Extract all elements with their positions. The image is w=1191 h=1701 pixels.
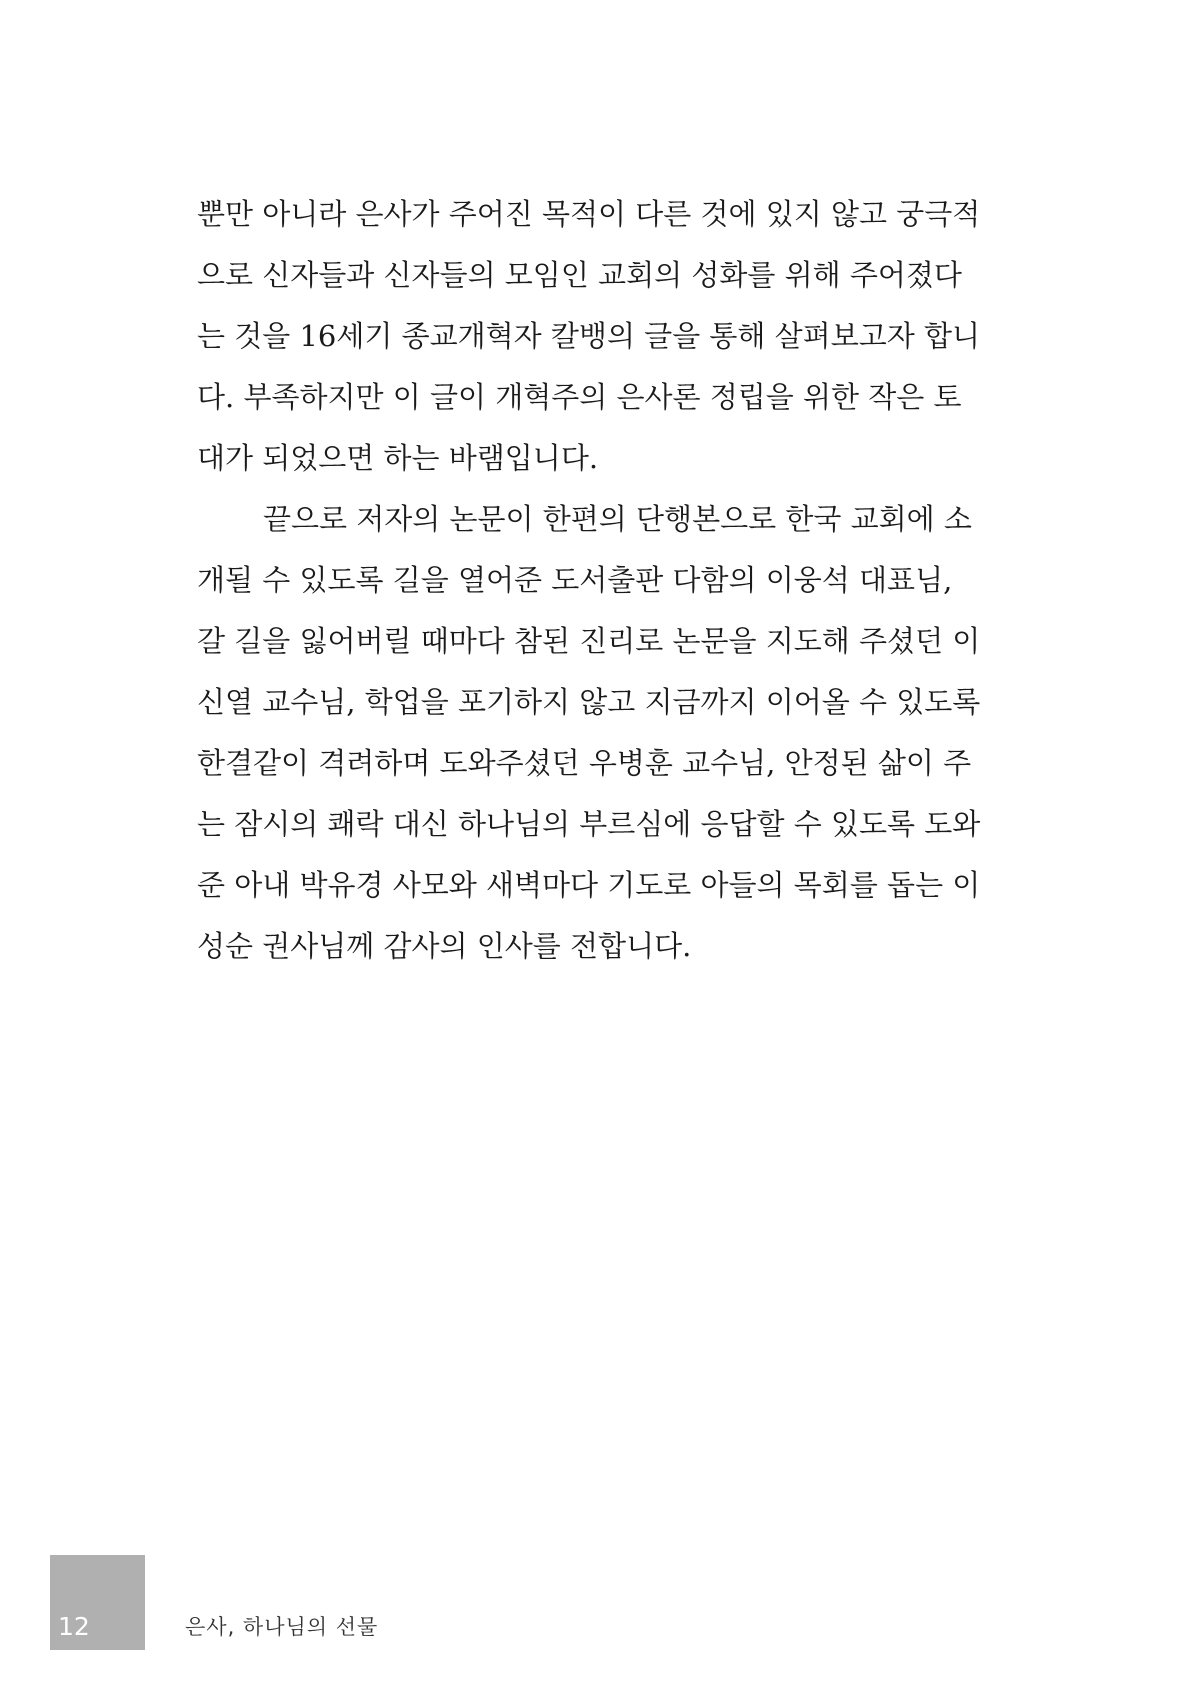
text-line: 준 아내 박유경 사모와 새벽마다 기도로 아들의 목회를 돕는 이	[197, 868, 981, 902]
text-line: 끝으로 저자의 논문이 한편의 단행본으로 한국 교회에 소	[263, 502, 972, 536]
text-line: 는 잠시의 쾌락 대신 하나님의 부르심에 응답할 수 있도록 도와	[197, 807, 981, 841]
text-line: 성순 권사님께 감사의 인사를 전합니다.	[197, 929, 692, 963]
text-line: 다. 부족하지만 이 글이 개혁주의 은사론 정립을 위한 작은 토	[197, 380, 962, 414]
text-line: 신열 교수님, 학업을 포기하지 않고 지금까지 이어올 수 있도록	[197, 685, 981, 719]
text-line: 개될 수 있도록 길을 열어준 도서출판 다함의 이웅석 대표님,	[197, 563, 953, 597]
body-text	[197, 184, 981, 977]
text-line: 뿐만 아니라 은사가 주어진 목적이 다른 것에 있지 않고 궁극적	[197, 197, 981, 231]
text-line: 으로 신자들과 신자들의 모임인 교회의 성화를 위해 주어졌다	[197, 258, 962, 292]
text-line: 한결같이 격려하며 도와주셨던 우병훈 교수님, 안정된 삶이 주	[197, 746, 972, 780]
page-number: 12	[58, 1612, 90, 1641]
text-line: 대가 되었으면 하는 바램입니다.	[197, 441, 599, 475]
text-line: 는 것을 16세기 종교개혁자 칼뱅의 글을 통해 살펴보고자 합니	[197, 319, 980, 353]
running-title: 은사, 하나님의 선물	[185, 1615, 379, 1639]
text-line: 갈 길을 잃어버릴 때마다 참된 진리로 논문을 지도해 주셨던 이	[197, 624, 981, 658]
